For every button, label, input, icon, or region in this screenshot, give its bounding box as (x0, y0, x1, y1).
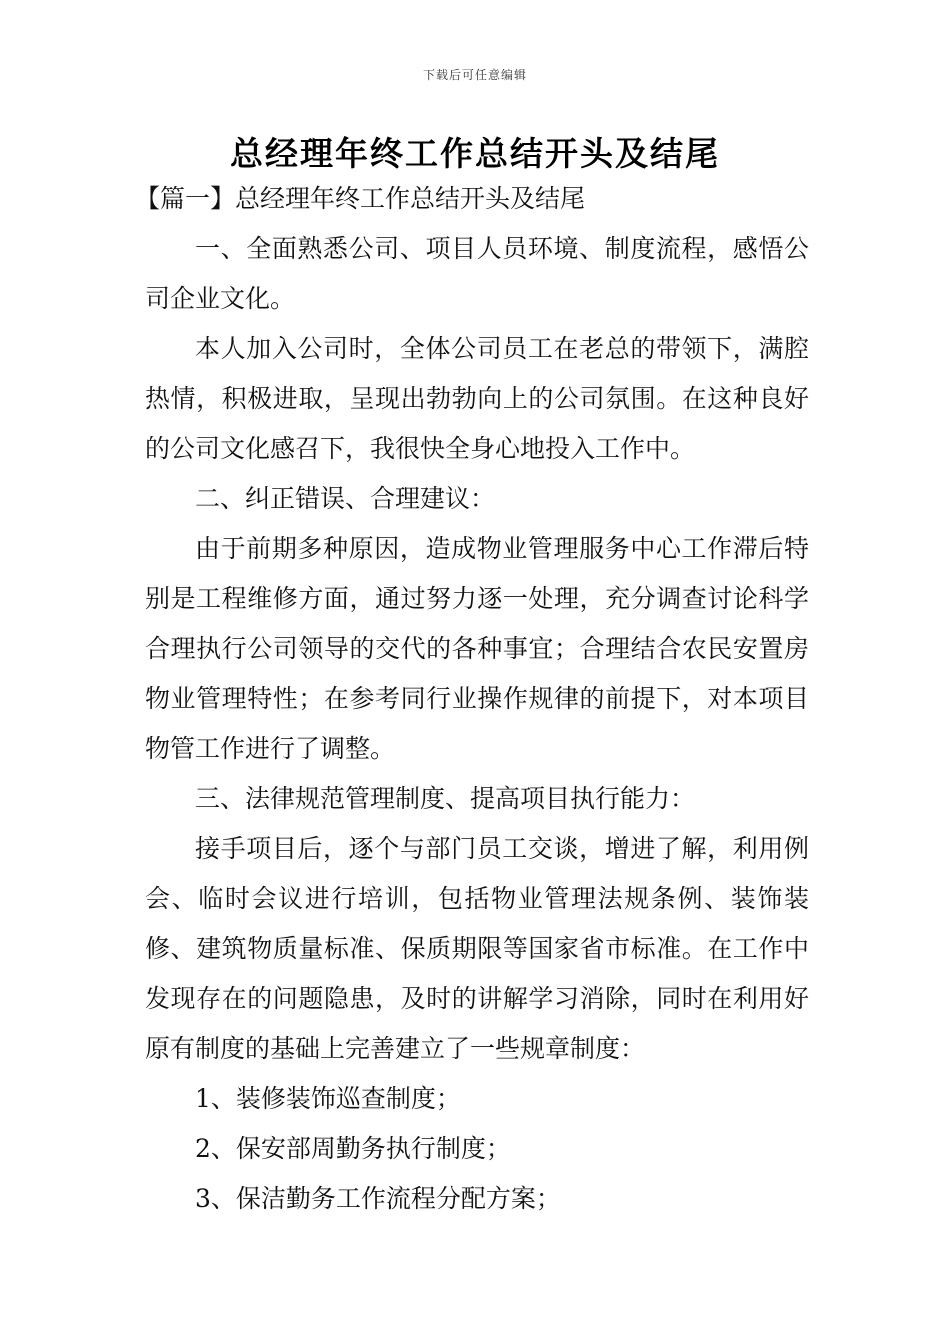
paragraph: 一、全面熟悉公司、项目人员环境、制度流程，感悟公司企业文化。 (145, 234, 809, 313)
paragraph: 二、纠正错误、合理建议： (195, 484, 496, 513)
paragraph: 由于前期多种原因，造成物业管理服务中心工作滞后特别是工程维修方面，通过努力逐一处理，充分调查讨论科学合理执行公司领导的交代的各种事宜；合理结合农民安置房物业管理特性；在参考同行业操作规律的前提下，对本项目物管工作进行了调整。 (145, 534, 809, 763)
page-header-note: 下载后可任意编辑 (422, 68, 527, 82)
paragraph: 接手项目后，逐个与部门员工交谈，增进了解，利用例会、临时会议进行培训，包括物业管理法规条例、装饰装修、建筑物质量标准、保质期限等国家省市标准。在工作中发现存在的问题隐患，及时的讲解学习消除，同时在利用好原有制度的基础上完善建立了一些规章制度： (145, 834, 809, 1063)
list-item: 1、装修装饰巡查制度； (195, 1084, 461, 1113)
paragraph: 本人加入公司时，全体公司员工在老总的带领下，满腔热情，积极进取，呈现出勃勃向上的公司氛围。在这种良好的公司文化感召下，我很快全身心地投入工作中。 (145, 334, 809, 463)
paragraph: 三、法律规范管理制度、提高项目执行能力： (195, 784, 696, 813)
document-title: 总经理年终工作总结开头及结尾 (230, 134, 720, 173)
list-item: 3、保洁勤务工作流程分配方案； (195, 1184, 561, 1213)
section-heading: 【篇一】总经理年终工作总结开头及结尾 (135, 184, 586, 213)
document-body (135, 174, 809, 1224)
list-item: 2、保安部周勤务执行制度； (195, 1134, 511, 1163)
